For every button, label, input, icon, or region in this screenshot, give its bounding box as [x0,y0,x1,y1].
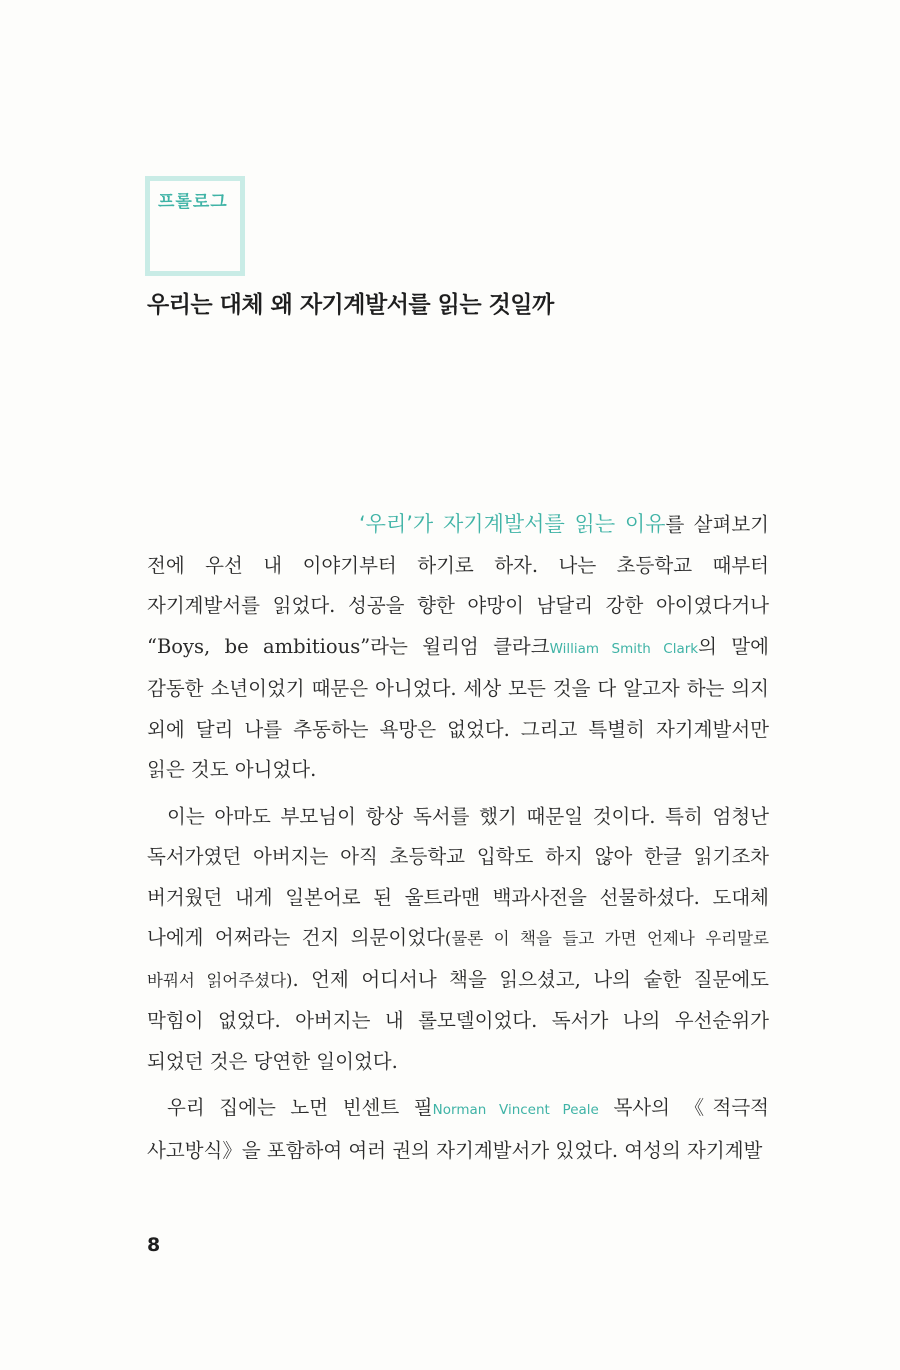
paragraph-2-text-a: 이는 아마도 부모님이 항상 독서를 했기 때문일 것이다. 특히 엄청난 독서가였던 아버지는 아직 초등학교 입학도 하지 않아 한글 읽기조차 버거웠던 내게 일본어로 된 울트라맨 백과사전을 선물하셨다. 도대체 나에게 어쩌라는 건지 의문이었다 [147,804,769,949]
paragraph-3 [147,1088,769,1171]
prologue-label-box [145,176,245,276]
paragraph-3-text-a: 우리 집에는 노먼 빈센트 필 [167,1096,433,1119]
paragraph-2-text-b: . 언제 어디서나 책을 읽으셨고, 나의 숱한 질문에도 막힘이 없었다. 아버지는 내 롤모델이었다. 독서가 나의 우선순위가 되었던 것은 당연한 일이었다. [147,967,769,1073]
paragraph-1-text-a: 를 살펴보기 전에 우선 내 이야기부터 하기로 하자. 나는 초등학교 때부터 자기계발서를 읽었다. 성공을 향한 야망이 남달리 강한 아이였다거나 “Boys, be ambitious”라는 윌리엄 클라크 [147,513,769,658]
parenthetical-note: (물론 이 책을 들고 가면 언제나 우리말로 바꿔서 읽어주셨다) [147,929,769,990]
section-label: 프롤로그 [158,192,228,212]
paragraph-2 [147,797,769,1083]
body-text [147,504,769,1177]
paragraph-3-text-b: 목사의 《적극적 사고방식》을 포함하여 여러 권의 자기계발서가 있었다. 여성의 자기계발 [147,1096,769,1162]
latin-name-peale: Norman Vincent Peale [432,1102,599,1118]
latin-name-clark: William Smith Clark [549,640,699,657]
paragraph-1-text-b: 의 말에 감동한 소년이었기 때문은 아니었다. 세상 모든 것을 다 알고자 하는 의지 외에 달리 나를 추동하는 욕망은 없었다. 그리고 특별히 자기계발서만 읽은 것도 아니었다. [147,634,769,781]
paragraph-1 [147,504,769,791]
accent-phrase: ‘우리’가 자기계발서를 읽는 이유 [359,512,666,536]
page-number: 8 [147,1234,161,1256]
chapter-title: 우리는 대체 왜 자기계발서를 읽는 것일까 [147,292,554,318]
